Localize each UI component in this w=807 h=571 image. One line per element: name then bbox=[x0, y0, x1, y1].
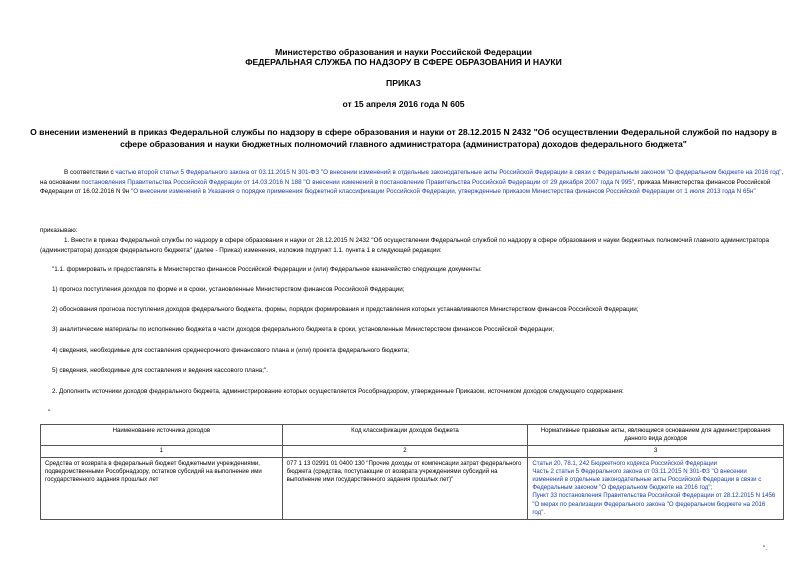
resolution-1456-link[interactable]: Пункт 33 постановления Правительства Российской Федерации от 28.12.2015 N 1456 "О мерах по реализации Федерального закона "О федеральном бюджете на 2016 год". bbox=[532, 492, 776, 516]
list-item: 2) обоснования прогноза поступления доходов федерального бюджета, формы, порядок формирования и представления которых устанавливаются Министерством финансов Российской Федерации; bbox=[52, 306, 639, 313]
item-2: 2. Дополнить источники доходов федерального бюджета, администрирование которых осуществляется Рособрнадзором, утвержденные Приказом, источником доходов следующего содержания: bbox=[52, 388, 624, 395]
preamble-text-2: , на основании bbox=[40, 169, 784, 186]
list-item: 1) прогноз поступления доходов по форме и в сроки, установленные Министерством финансов Российской Федерации; bbox=[52, 286, 405, 293]
law-301-link[interactable]: Часть 2 статьи 5 Федерального закона от 03.11.2015 N 301-ФЗ "О внесении изменений в отдельные законодательные акты Российской Федерации в связи с Федеральным законом "О федеральном бюджете на 2016 год"; bbox=[532, 467, 762, 492]
list-item: 3) аналитические материалы по исполнению бюджета в части доходов федерального бюджета в сроки, установленные Министерством финансов Российской Федерации; bbox=[52, 326, 554, 333]
table-header: Код классификации доходов бюджета bbox=[282, 425, 528, 446]
table-header-row bbox=[41, 425, 784, 446]
column-number: 3 bbox=[528, 446, 784, 457]
ministry-name: Министерство образования и науки Российской Федерации bbox=[275, 47, 532, 57]
table-header: Нормативные правовые акты, являющиеся основанием для администрирования данного вида доходов bbox=[528, 425, 784, 446]
table-header: Наименование источника доходов bbox=[41, 425, 283, 446]
preamble-paragraph bbox=[40, 168, 785, 197]
budget-code-cell: 077 1 13 02991 01 0400 130 "Прочие доходы от компенсации затрат федерального бюджета (средства, поступающие от возврата учреждениями субсидий на выполнение ими государственного задания прошлых лет)" bbox=[282, 457, 528, 519]
document-title: О внесении изменений в приказ Федеральной службы по надзору в сфере образования и науки от 28.12.2015 N 2432 "Об осуществлении Федеральной службой по надзору в сфере образования и науки бюджетных полномочий главного администратора (администратора) доходов федерального бюджета" bbox=[30, 127, 777, 149]
table-row bbox=[41, 457, 784, 519]
column-number: 2 bbox=[282, 446, 528, 457]
legal-acts-cell bbox=[528, 457, 784, 519]
table-number-row bbox=[41, 446, 784, 457]
doc-type: ПРИКАЗ bbox=[386, 78, 421, 88]
source-name-cell: Средства от возврата в федеральный бюджет бюджетными учреждениями, подведомственными Рособрнадзору, остатков субсидий на выполнение ими государственного задания прошлых лет bbox=[41, 457, 283, 519]
income-sources-table bbox=[40, 424, 784, 520]
law-link-301[interactable]: частью второй статьи 5 Федерального закона от 03.11.2015 N 301-ФЗ "О внесении изменений в отдельные законодательные акты Российской Федерации в связи с Федеральным законом "О федеральном бюджете на 2016 год" bbox=[115, 169, 782, 176]
close-quote: ". bbox=[763, 545, 767, 552]
service-name: ФЕДЕРАЛЬНАЯ СЛУЖБА ПО НАДЗОРУ В СФЕРЕ ОБРАЗОВАНИЯ И НАУКИ bbox=[245, 57, 562, 67]
item-1: 1. Внести в приказ Федеральной службы по надзору в сфере образования и науки от 28.12.2015 N 2432 "Об осуществлении Федеральной службой по надзору в сфере образования и науки бюджетных полномочий главного администратора (администратора) доходов федерального бюджета" (далее - Приказ) изменения, изложив подпункт 1.1. пункта 1 в следующей редакции: bbox=[40, 237, 770, 254]
list-item: 4) сведения, необходимые для составления среднесрочного финансового плана и (или) проекта федерального бюджета; bbox=[52, 347, 410, 354]
column-number: 1 bbox=[41, 446, 283, 457]
open-quote: " bbox=[48, 409, 51, 416]
order-link-9n[interactable]: "О внесении изменений в Указания о порядке применения бюджетной классификации Российской Федерации, утвержденные приказом Министерства финансов Российской Федерации от 1 июля 2013 года N 65н" bbox=[131, 188, 756, 195]
doc-date-number: от 15 апреля 2016 года N 605 bbox=[342, 99, 465, 109]
subitem-1-1: "1.1. формировать и предоставлять в Министерство финансов Российской Федерации и (или) Федеральное казначейство следующие документы: bbox=[52, 266, 482, 273]
list-item: 5) сведения, необходимые для составления и ведения кассового плана;". bbox=[52, 367, 269, 374]
preamble-text-1: В соответствии с bbox=[64, 169, 116, 176]
preamble-text-3: , приказа Министерства финансов Российской Федерации от 16.02.2016 N 9н bbox=[40, 178, 771, 195]
prikazyvayu: приказываю: bbox=[40, 227, 78, 234]
resolution-link-188[interactable]: постановления Правительства Российской Федерации от 14.03.2016 N 188 "О внесении изменений в постановление Правительства Российской Федерации от 29 декабря 2007 года N 995" bbox=[81, 178, 635, 186]
budget-code-link[interactable]: Статьи 20, 78.1, 242 Бюджетного кодекса Российской Федерации bbox=[532, 459, 718, 467]
